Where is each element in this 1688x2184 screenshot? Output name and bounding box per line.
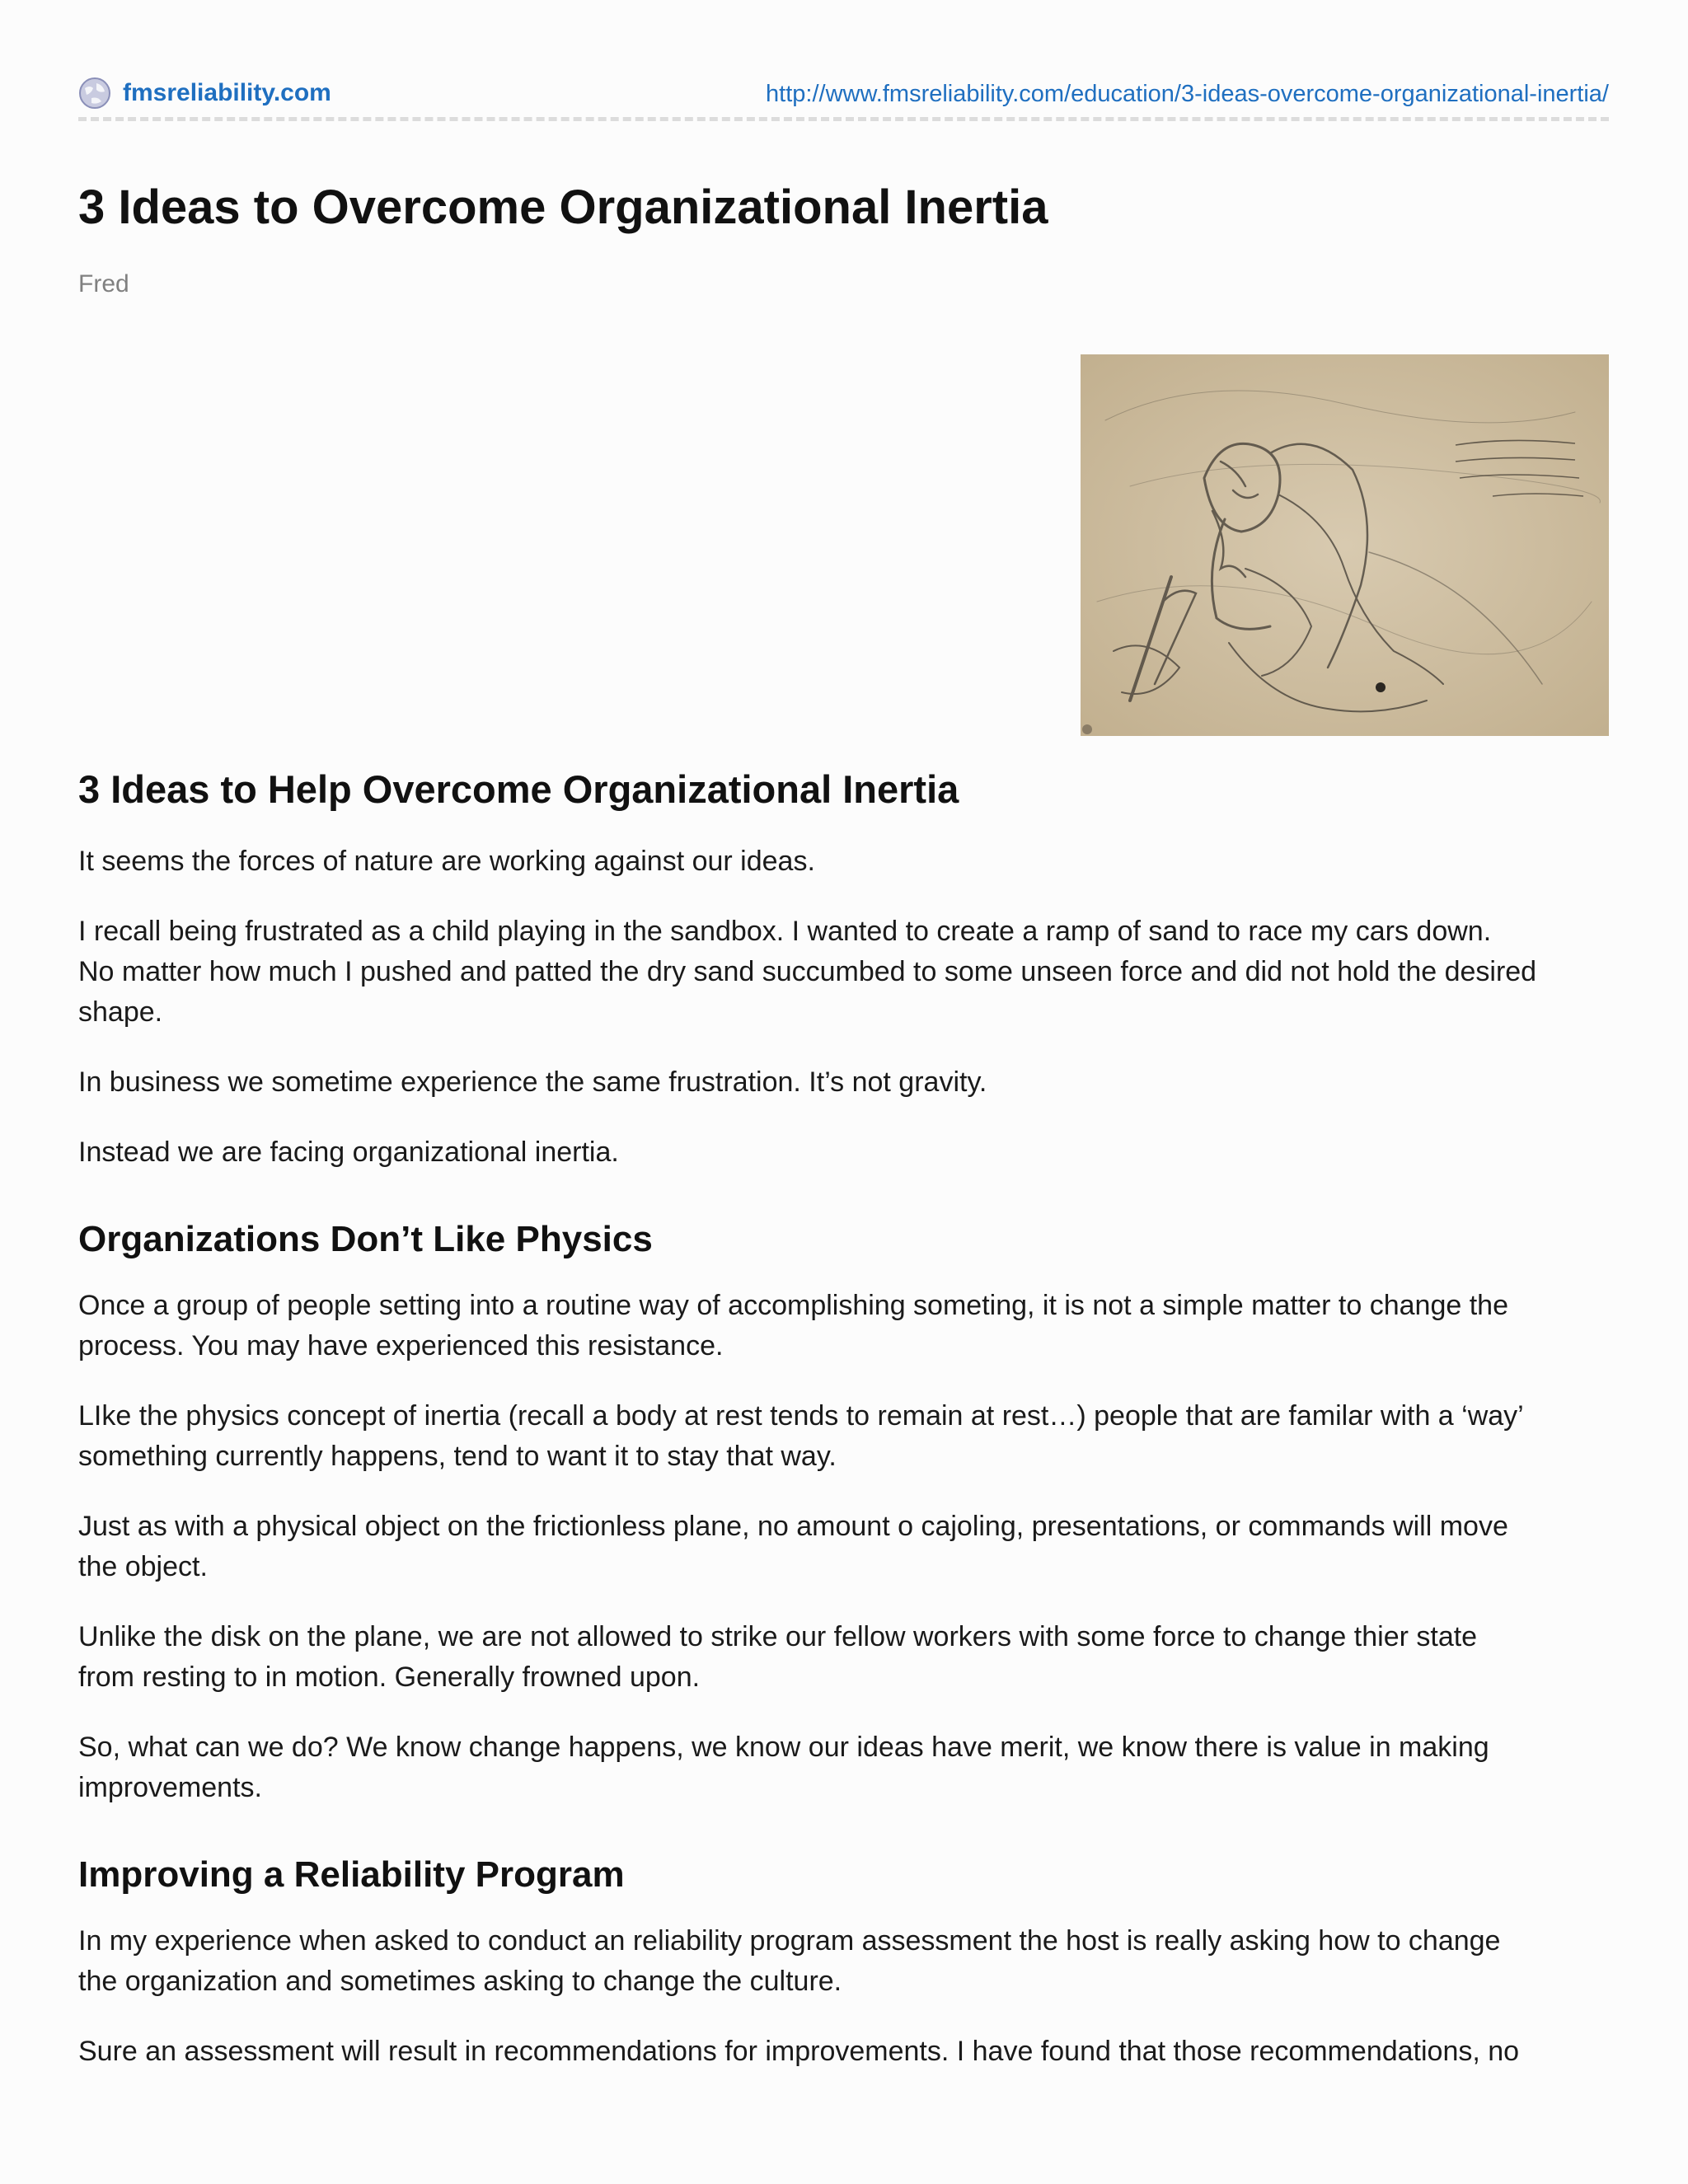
paragraph [78,1921,1609,2002]
text-line: Unlike the disk on the plane, we are not allowed to strike our fellow workers with some force to change thier state [78,1621,1478,1653]
text-line: the object. [78,1551,208,1583]
page-title: 3 Ideas to Overcome Organizational Inertia [78,180,1048,234]
site-link[interactable] [78,77,331,110]
text-line: the organization and sometimes asking to change the culture. [78,1965,842,1997]
paragraph [78,1507,1609,1587]
paragraph: In business we sometime experience the same frustration. It’s not gravity. [78,1066,987,1099]
page-header [78,73,1609,121]
text-line: process. You may have experienced this resistance. [78,1330,724,1362]
text-line: improvements. [78,1772,262,1804]
article-image [1081,354,1609,736]
paragraph [78,1286,1609,1366]
text-line: something currently happens, tend to want it to stay that way. [78,1441,837,1473]
text-line: shape. [78,996,163,1029]
text-line: No matter how much I pushed and patted the dry sand succumbed to some unseen force and did not hold the desired [78,956,1537,988]
paragraph: It seems the forces of nature are working against our ideas. [78,846,815,878]
text-line: Just as with a physical object on the frictionless plane, no amount o cajoling, presentations, or commands will move [78,1511,1508,1543]
author-name: Fred [78,270,129,298]
text-line: Once a group of people setting into a routine way of accomplishing someting, it is not a simple matter to change the [78,1290,1508,1322]
site-name[interactable]: fmsreliability.com [123,79,331,106]
paragraph [78,1396,1609,1477]
page-url-link[interactable]: http://www.fmsreliability.com/education/3-ideas-overcome-organizational-inertia/ [766,81,1609,107]
paragraph: Instead we are facing organizational inertia. [78,1137,619,1169]
text-line: from resting to in motion. Generally frowned upon. [78,1661,701,1694]
text-line: In my experience when asked to conduct an reliability program assessment the host is really asking how to change [78,1924,1501,1957]
text-line: So, what can we do? We know change happens, we know our ideas have merit, we know there is value in making [78,1732,1489,1764]
text-line: Sure an assessment will result in recommendations for improvements. I have found that those recommendations, no [78,2035,1520,2067]
article-body [78,766,1609,2102]
globe-icon [78,77,111,110]
sketch-image [1081,354,1609,736]
paragraph [78,1727,1609,1808]
text-line: LIke the physics concept of inertia (recall a body at rest tends to remain at rest…) people that are familar with a ‘way’ [78,1400,1524,1432]
paragraph [78,2032,1609,2072]
section-heading-physics: Organizations Don’t Like Physics [78,1219,653,1260]
article-heading: 3 Ideas to Help Overcome Organizational Inertia [78,767,959,811]
text-line: I recall being frustrated as a child playing in the sandbox. I wanted to create a ramp of sand to race my cars down. [78,916,1492,948]
section-heading-reliability: Improving a Reliability Program [78,1854,625,1896]
paragraph [78,912,1609,1033]
paragraph [78,1617,1609,1698]
